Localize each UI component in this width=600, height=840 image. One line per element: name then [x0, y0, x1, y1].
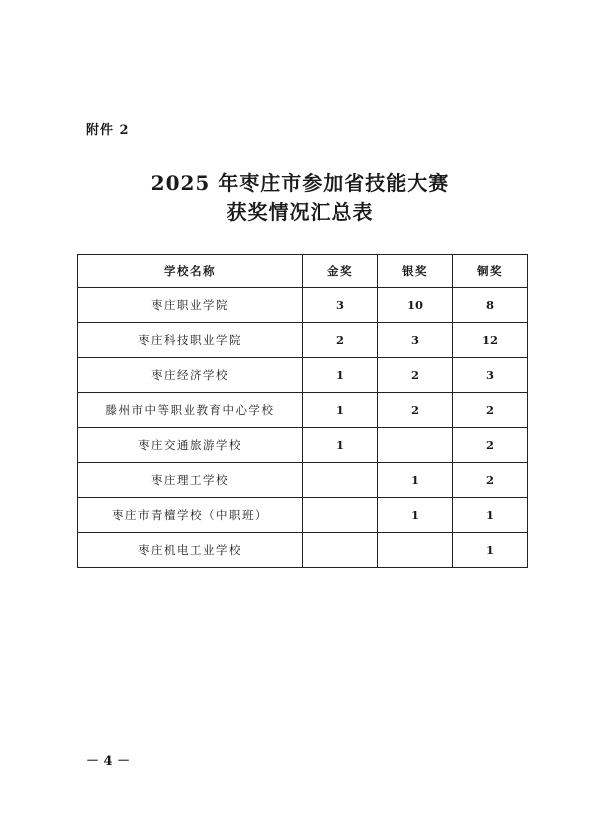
table-row — [78, 393, 528, 428]
bronze-cell: 2 — [453, 428, 528, 463]
bronze-cell: 2 — [453, 463, 528, 498]
bronze-cell: 2 — [453, 393, 528, 428]
attachment-label: 附件 2 — [86, 123, 130, 138]
gold-cell: 2 — [303, 323, 378, 358]
silver-cell: 2 — [378, 393, 453, 428]
school-name-cell: 枣庄交通旅游学校 — [78, 428, 303, 463]
gold-cell — [303, 498, 378, 533]
silver-cell: 1 — [378, 463, 453, 498]
table-header-row — [78, 255, 528, 288]
bronze-cell: 3 — [453, 358, 528, 393]
table-row — [78, 498, 528, 533]
bronze-cell: 8 — [453, 288, 528, 323]
table-row — [78, 428, 528, 463]
header-school-name: 学校名称 — [78, 255, 303, 288]
school-name-cell: 枣庄理工学校 — [78, 463, 303, 498]
table-row — [78, 358, 528, 393]
school-name-cell: 枣庄市青檀学校（中职班） — [78, 498, 303, 533]
bronze-cell: 12 — [453, 323, 528, 358]
school-name-cell: 枣庄科技职业学院 — [78, 323, 303, 358]
gold-cell: 1 — [303, 428, 378, 463]
page-number: － 4 － — [86, 754, 131, 769]
bronze-cell: 1 — [453, 498, 528, 533]
gold-cell — [303, 463, 378, 498]
school-name-cell: 枣庄机电工业学校 — [78, 533, 303, 568]
silver-cell: 2 — [378, 358, 453, 393]
silver-cell — [378, 428, 453, 463]
silver-cell — [378, 533, 453, 568]
header-gold: 金奖 — [303, 255, 378, 288]
silver-cell: 3 — [378, 323, 453, 358]
gold-cell: 3 — [303, 288, 378, 323]
silver-cell: 1 — [378, 498, 453, 533]
header-bronze: 铜奖 — [453, 255, 528, 288]
silver-cell: 10 — [378, 288, 453, 323]
table-row — [78, 288, 528, 323]
document-title-line2: 获奖情况汇总表 — [226, 200, 374, 224]
table-row — [78, 463, 528, 498]
school-name-cell: 滕州市中等职业教育中心学校 — [78, 393, 303, 428]
gold-cell: 1 — [303, 393, 378, 428]
school-name-cell: 枣庄经济学校 — [78, 358, 303, 393]
header-silver: 银奖 — [378, 255, 453, 288]
gold-cell: 1 — [303, 358, 378, 393]
table-row — [78, 323, 528, 358]
award-summary-table — [77, 254, 528, 568]
table-row — [78, 533, 528, 568]
school-name-cell: 枣庄职业学院 — [78, 288, 303, 323]
bronze-cell: 1 — [453, 533, 528, 568]
document-title-line1: 2025 年枣庄市参加省技能大赛 — [150, 171, 450, 195]
gold-cell — [303, 533, 378, 568]
